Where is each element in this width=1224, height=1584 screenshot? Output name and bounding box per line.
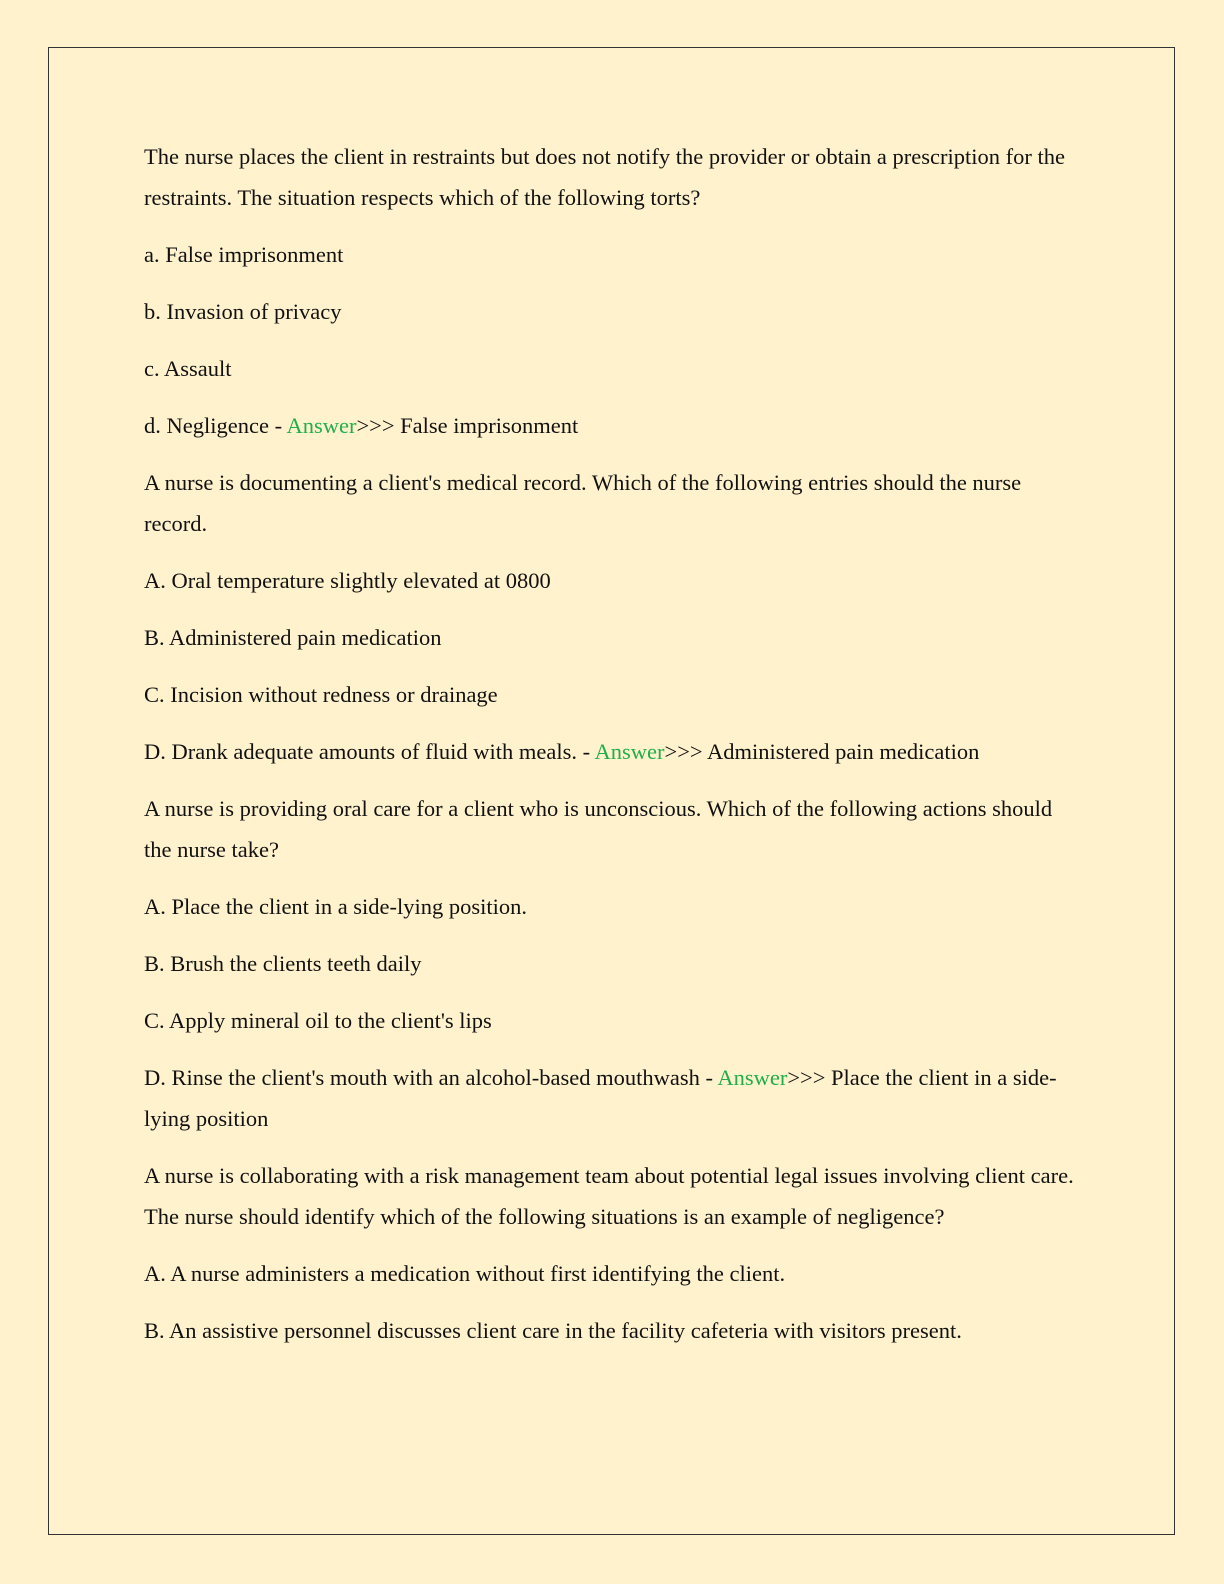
- question-2-option-d-with-answer: [144, 731, 1084, 772]
- question-1-option-a: a. False imprisonment: [144, 242, 344, 267]
- question-4-stem: A nurse is collaborating with a risk management team about potential legal issues involving client care. The nurse should identify which of the following situations is an example of negligence?: [144, 1163, 1074, 1229]
- question-3-stem: A nurse is providing oral care for a client who is unconscious. Which of the following actions should the nurse take?: [144, 796, 1053, 862]
- question-3-option-d: D. Rinse the client's mouth with an alcohol-based mouthwash -: [144, 1065, 718, 1090]
- question-4-option-a: A. A nurse administers a medication without first identifying the client.: [144, 1261, 786, 1286]
- question-1-option-d-with-answer: [144, 405, 1084, 446]
- question-1-answer: >>> False imprisonment: [356, 413, 579, 438]
- question-1-option-b: b. Invasion of privacy: [144, 299, 342, 324]
- question-2-option-c: C. Incision without redness or drainage: [144, 682, 498, 707]
- question-3-option-a: A. Place the client in a side-lying position.: [144, 894, 528, 919]
- question-3-answer: >>> Place the client in a side-lying position: [144, 1065, 1057, 1131]
- document-body: [144, 136, 1084, 1367]
- question-2-answer-keyword: Answer: [594, 739, 665, 764]
- question-3-option-b: B. Brush the clients teeth daily: [144, 951, 422, 976]
- question-4-option-b: B. An assistive personnel discusses client care in the facility cafeteria with visitors present.: [144, 1318, 962, 1343]
- question-1-stem: The nurse places the client in restraints but does not notify the provider or obtain a prescription for the restraints. The situation respects which of the following torts?: [144, 144, 1065, 210]
- question-1-answer-keyword: Answer: [286, 413, 357, 438]
- question-2-answer: >>> Administered pain medication: [664, 739, 980, 764]
- question-3-option-c: C. Apply mineral oil to the client's lips: [144, 1008, 492, 1033]
- question-2-option-d: D. Drank adequate amounts of fluid with meals. -: [144, 739, 595, 764]
- question-2-option-a: A. Oral temperature slightly elevated at 0800: [144, 568, 551, 593]
- question-2-stem: A nurse is documenting a client's medical record. Which of the following entries should the nurse record.: [144, 470, 1022, 536]
- question-3-answer-keyword: Answer: [717, 1065, 788, 1090]
- question-1-option-d: d. Negligence -: [144, 413, 287, 438]
- question-2-option-b: B. Administered pain medication: [144, 625, 442, 650]
- question-1-option-c: c. Assault: [144, 356, 232, 381]
- question-3-option-d-with-answer: [144, 1057, 1084, 1139]
